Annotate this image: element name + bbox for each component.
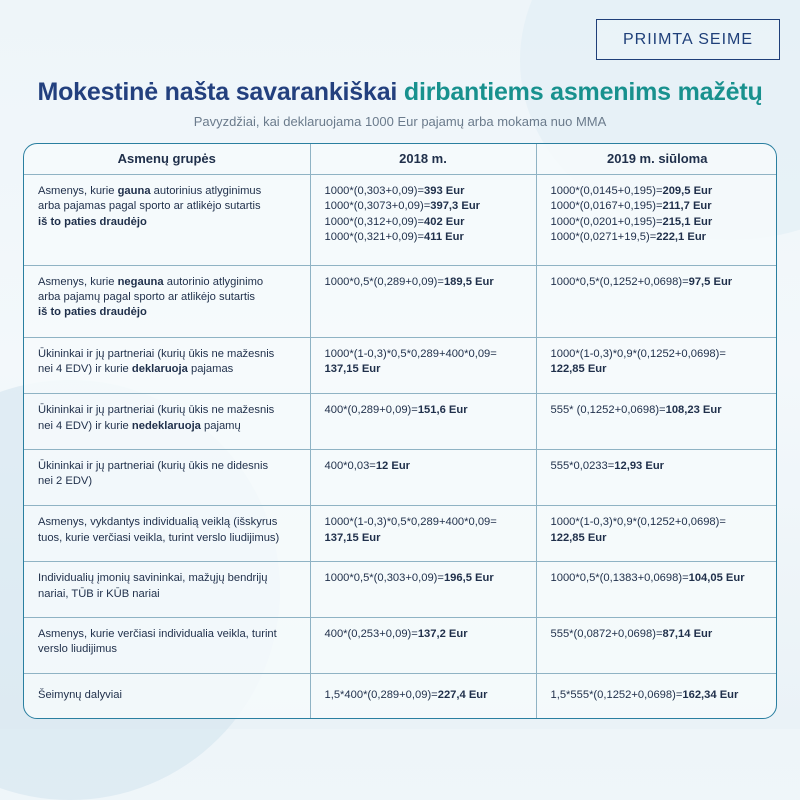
result-value: 189,5 Eur	[443, 275, 494, 288]
group-text: verslo liudijimus	[38, 643, 117, 656]
cell-group	[24, 617, 310, 673]
result-value: 211,7 Eur	[662, 200, 712, 213]
cell-y2019	[536, 175, 777, 266]
cell-group	[24, 175, 310, 266]
table-row	[24, 674, 777, 718]
formula-line	[551, 515, 773, 530]
formula-line	[325, 362, 530, 377]
table-row	[24, 562, 777, 617]
formula-line	[551, 184, 773, 199]
formula-line	[551, 215, 773, 230]
result-value: 215,1 Eur	[662, 215, 713, 228]
result-value: 222,1 Eur	[656, 231, 707, 244]
cell-y2019	[536, 449, 777, 505]
formula-text: 555*0,0233=	[550, 459, 615, 472]
cell-group	[24, 449, 310, 505]
cell-y2018	[310, 449, 536, 505]
result-value: 108,23 Eur	[665, 404, 722, 417]
formula-line	[551, 531, 773, 546]
page-title-part-1: Mokestinė našta savarankiškai	[37, 78, 398, 106]
result-value: 209,5 Eur	[662, 185, 713, 197]
group-text: Asmenys, kurie	[38, 185, 118, 197]
result-value: 12 Eur	[375, 459, 411, 472]
cell-group	[24, 394, 310, 449]
group-text: Šeimynų dalyviai	[38, 689, 122, 702]
result-value: 402 Eur	[424, 215, 465, 228]
formula-text: 1000*(1-0,3)*0,9*(0,1252+0,0698)=	[550, 348, 726, 361]
result-value: 162,34 Eur	[682, 689, 739, 702]
group-text: autorinio atlyginimo	[163, 275, 264, 288]
column-header-2018: 2018 m.	[310, 144, 536, 175]
formula-text: 1000*(0,0145+0,195)=	[550, 185, 663, 197]
formula-text: 1000*0,5*(0,289+0,09)=	[324, 275, 444, 288]
formula-line	[325, 403, 530, 418]
cell-y2018	[310, 338, 536, 394]
group-text: Ūkininkai ir jų partneriai (kurių ūkis ne didesnis	[38, 459, 269, 472]
formula-line	[551, 199, 773, 214]
formula-line	[325, 215, 530, 230]
formula-line	[551, 403, 773, 418]
table-row	[24, 175, 777, 266]
formula-text: 1000*(0,3073+0,09)=	[324, 200, 431, 213]
result-value: 122,85 Eur	[550, 363, 607, 376]
formula-text: 1000*(0,303+0,09)=	[324, 185, 425, 197]
status-badge: PRIIMTA SEIME	[596, 19, 780, 60]
cell-group	[24, 562, 310, 617]
formula-line	[325, 531, 530, 546]
formula-line	[325, 571, 530, 586]
formula-line	[325, 275, 530, 290]
table-row	[24, 506, 777, 562]
result-value: 196,5 Eur	[443, 572, 494, 585]
formula-line	[551, 571, 773, 586]
column-header-2019: 2019 m. siūloma	[536, 144, 777, 175]
formula-line	[325, 199, 530, 214]
group-text: nei 2 EDV)	[38, 475, 93, 488]
formula-line	[551, 347, 773, 362]
cell-group	[24, 506, 310, 562]
formula-line	[551, 688, 773, 703]
group-text: Individualių įmonių savininkai, mažųjų bendrijų	[38, 572, 268, 585]
result-value: 411 Eur	[424, 231, 464, 244]
group-text: nei 4 EDV) ir kurie	[38, 363, 132, 376]
group-text: Asmenys, kurie verčiasi individualia veikla, turint	[38, 627, 277, 640]
cell-y2018	[310, 506, 536, 562]
formula-text: 400*(0,289+0,09)=	[324, 404, 418, 417]
result-value: 87,14 Eur	[662, 627, 713, 640]
cell-y2018	[310, 175, 536, 266]
result-value: 12,93 Eur	[614, 459, 665, 472]
result-value: 393 Eur	[424, 185, 465, 197]
formula-line	[325, 515, 530, 530]
group-text: arba pajamas pagal sporto ar atlikėjo sutartis	[38, 200, 261, 213]
formula-line	[551, 459, 773, 474]
table-row	[24, 449, 777, 505]
page-subtitle: Pavyzdžiai, kai deklaruojama 1000 Eur pajamų arba mokama nuo MMA	[193, 114, 607, 129]
group-text: Ūkininkai ir jų partneriai (kurių ūkis ne mažesnis	[38, 404, 275, 417]
group-text: nariai, TŪB ir KŪB nariai	[38, 587, 160, 600]
result-value: 104,05 Eur	[688, 572, 745, 585]
formula-text: 1,5*400*(0,289+0,09)=	[324, 689, 438, 702]
cell-y2019	[536, 394, 777, 449]
formula-line	[325, 347, 530, 362]
result-value: 137,15 Eur	[324, 531, 381, 544]
group-text: negauna	[117, 275, 164, 288]
formula-line	[325, 627, 530, 642]
formula-text: 1000*0,5*(0,303+0,09)=	[324, 572, 444, 585]
formula-text: 1000*(0,0201+0,195)=	[550, 215, 663, 228]
group-text: deklaruoja	[131, 363, 188, 376]
result-value: 97,5 Eur	[688, 275, 733, 288]
formula-line	[551, 275, 773, 290]
cell-y2019	[536, 617, 777, 673]
cell-group	[24, 265, 310, 337]
formula-line	[551, 230, 773, 245]
table-row	[24, 265, 777, 337]
group-text: nei 4 EDV) ir kurie	[38, 419, 132, 432]
formula-line	[551, 362, 773, 377]
cell-group	[24, 674, 310, 718]
cell-y2019	[536, 338, 777, 394]
group-text: gauna	[117, 185, 151, 197]
formula-line	[551, 627, 773, 642]
group-text: iš to paties draudėjo	[38, 306, 147, 319]
formula-text: 1000*(1-0,3)*0,5*0,289+400*0,09=	[324, 516, 497, 529]
result-value: 151,6 Eur	[417, 404, 468, 417]
cell-y2019	[536, 506, 777, 562]
formula-line	[325, 459, 530, 474]
cell-y2018	[310, 562, 536, 617]
cell-y2018	[310, 674, 536, 718]
tax-burden-table	[23, 143, 777, 719]
result-value: 227,4 Eur	[437, 689, 488, 702]
page-title-part-2: dirbantiems asmenims mažėtų	[403, 78, 763, 106]
formula-line	[325, 688, 530, 703]
cell-y2019	[536, 562, 777, 617]
group-text: iš to paties draudėjo	[38, 215, 147, 228]
group-text: nedeklaruoja	[131, 419, 201, 432]
group-text: Asmenys, kurie	[38, 275, 118, 288]
result-value: 397,3 Eur	[430, 200, 481, 213]
formula-text: 1000*(1-0,3)*0,9*(0,1252+0,0698)=	[550, 516, 726, 529]
table-header-row	[24, 144, 777, 175]
table-row	[24, 394, 777, 449]
result-value: 137,2 Eur	[417, 627, 468, 640]
cell-y2018	[310, 617, 536, 673]
group-text: tuos, kurie verčiasi veikla, turint verslo liudijimus)	[38, 531, 280, 544]
formula-text: 1000*(0,321+0,09)=	[324, 231, 425, 244]
page-title	[0, 78, 800, 107]
cell-y2019	[536, 674, 777, 718]
formula-text: 1000*(0,312+0,09)=	[324, 215, 425, 228]
group-text: pajamas	[187, 363, 234, 376]
column-header-group: Asmenų grupės	[24, 144, 310, 175]
formula-text: 1000*0,5*(0,1252+0,0698)=	[550, 275, 689, 288]
table-row	[24, 617, 777, 673]
formula-text: 1,5*555*(0,1252+0,0698)=	[550, 689, 683, 702]
cell-y2018	[310, 265, 536, 337]
formula-line	[325, 230, 530, 245]
group-text: Asmenys, vykdantys individualią veiklą (išskyrus	[38, 516, 278, 529]
formula-text: 400*(0,253+0,09)=	[324, 627, 418, 640]
formula-text: 1000*(0,0271+19,5)=	[550, 231, 657, 244]
formula-text: 1000*0,5*(0,1383+0,0698)=	[550, 572, 689, 585]
formula-text: 1000*(0,0167+0,195)=	[550, 200, 663, 213]
formula-line	[325, 184, 530, 199]
group-text: pajamų	[200, 419, 241, 432]
formula-text: 1000*(1-0,3)*0,5*0,289+400*0,09=	[324, 348, 497, 361]
formula-text: 555*(0,0872+0,0698)=	[550, 627, 663, 640]
group-text: arba pajamų pagal sporto ar atlikėjo sutartis	[38, 290, 256, 303]
result-value: 122,85 Eur	[550, 531, 607, 544]
group-text: Ūkininkai ir jų partneriai (kurių ūkis ne mažesnis	[38, 348, 275, 361]
result-value: 137,15 Eur	[324, 363, 381, 376]
formula-text: 400*0,03=	[324, 459, 376, 472]
cell-y2019	[536, 265, 777, 337]
group-text: autorinius atlyginimus	[150, 185, 262, 197]
table-row	[24, 338, 777, 394]
cell-group	[24, 338, 310, 394]
cell-y2018	[310, 394, 536, 449]
formula-text: 555* (0,1252+0,0698)=	[550, 404, 666, 417]
